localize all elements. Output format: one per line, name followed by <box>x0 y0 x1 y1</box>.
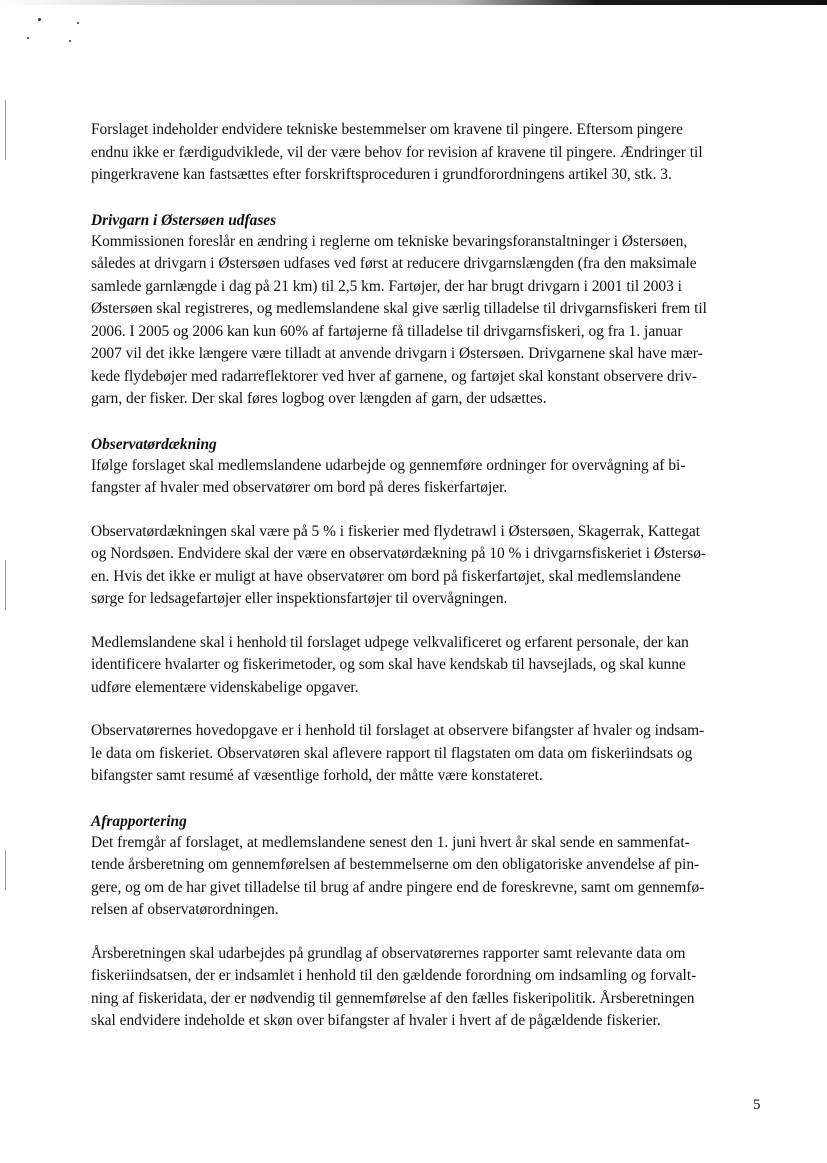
text-line: bifangster samt resumé af væsentlige forhold, der måtte være konstateret. <box>91 767 543 784</box>
text-line: 2007 vil det ikke længere være tilladt at anvende drivgarn i Østersøen. Drivgarnene skal have mær- <box>91 345 703 362</box>
observator-paragraph-4 <box>91 720 753 788</box>
text-line: fiskeriindsatsen, der er indsamlet i henhold til den gældende forordning om indsamling og forvalt- <box>91 967 697 984</box>
text-line: ning af fiskeridata, der er nødvendig til gennemførelse af den fælles fiskeripolitik. Årsberetningen <box>91 989 695 1007</box>
scan-speck <box>38 18 41 21</box>
text-line: Årsberetningen skal udarbejdes på grundlag af observatørernes rapporter samt relevante data om <box>91 944 686 962</box>
afrapportering-paragraph-2 <box>91 943 753 1033</box>
scan-speck <box>27 37 29 39</box>
section-heading-afrapportering: Afrapportering <box>91 812 187 830</box>
text-line: gere, og om de har givet tilladelse til brug af andre pingere end de foreskrevne, samt om gennemfø- <box>91 878 705 896</box>
page-number: 5 <box>753 1097 761 1113</box>
scan-margin-mark <box>5 850 6 890</box>
page-body <box>91 119 753 1033</box>
text-line: en. Hvis det ikke er muligt at have observatører om bord på fiskerfartøjet, skal medlemslandene <box>91 567 681 585</box>
text-line: samlede garnlængde i dag på 21 km) til 2,5 km. Fartøjer, der har brugt drivgarn i 2001 til 2003 i <box>91 277 682 295</box>
text-line: relsen af observatørordningen. <box>91 901 279 918</box>
text-line: kede flydebøjer med radarreflektorer ved hver af garnene, og fartøjet skal konstant observere driv- <box>91 367 697 385</box>
text-line: skal endvidere indeholde et skøn over bifangster af hvaler i hvert af de pågældende fiskerier. <box>91 1012 661 1029</box>
text-line: Østersøen skal registreres, og medlemslandene skal give særlig tilladelse til drivgarnsfiskeri frem til <box>91 300 707 317</box>
scan-margin-mark <box>5 100 6 160</box>
text-line: pingerkravene kan fastsættes efter forskriftsproceduren i grundforordningens artikel 30, stk. 3. <box>91 166 672 183</box>
text-line: endnu ikke er færdigudviklede, vil der være behov for revision af kravene til pingere. Ændringer til <box>91 143 703 161</box>
text-line: garn, der fisker. Der skal føres logbog over længden af garn, der udsættes. <box>91 390 547 407</box>
afrapportering-paragraph-1 <box>91 832 753 922</box>
observator-paragraph-1 <box>91 455 753 500</box>
scan-speck <box>69 40 71 42</box>
text-line: og Nordsøen. Endvidere skal der være en observatørdækning på 10 % i drivgarnsfiskeriet i Østersø- <box>91 545 707 562</box>
text-line: Forslaget indeholder endvidere tekniske bestemmelser om kravene til pingere. Eftersom pingere <box>91 121 683 138</box>
text-line: Kommissionen foreslår en ændring i reglerne om tekniske bevaringsforanstaltninger i Østersøen, <box>91 232 688 250</box>
text-line: Medlemslandene skal i henhold til forslaget udpege velkvalificeret og erfarent personale, der kan <box>91 633 689 651</box>
observator-paragraph-3 <box>91 632 753 700</box>
text-line: Observatørdækningen skal være på 5 % i fiskerier med flydetrawl i Østersøen, Skagerrak, Kattegat <box>91 522 701 540</box>
text-line: Observatørernes hovedopgave er i henhold til forslaget at observere bifangster af hvaler og indsam- <box>91 722 705 739</box>
scan-top-edge <box>0 0 827 5</box>
text-line: tende årsberetning om gennemførelsen af bestemmelserne om den obligatoriske anvendelse af pin- <box>91 856 700 873</box>
text-line: 2006. I 2005 og 2006 kan kun 60% af fartøjerne få tilladelse til drivgarnsfiskeri, og fra 1. januar <box>91 322 683 340</box>
text-line: udføre elementære videnskabelige opgaver. <box>91 678 359 696</box>
text-line: fangster af hvaler med observatører om bord på deres fiskerfartøjer. <box>91 479 508 496</box>
scan-speck <box>77 22 79 24</box>
observator-paragraph-2 <box>91 521 753 611</box>
text-line: sørge for ledsagefartøjer eller inspektionsfartøjer til overvågningen. <box>91 590 508 607</box>
text-line: identificere hvalarter og fiskerimetoder, og som skal have kendskab til havsejlads, og skal kunne <box>91 656 686 673</box>
text-line: således at drivgarn i Østersøen udfases ved først at reducere drivgarnslængden (fra den maksimale <box>91 255 697 272</box>
drivgarn-paragraph <box>91 231 753 411</box>
section-heading-drivgarn: Drivgarn i Østersøen udfases <box>91 211 277 229</box>
scan-margin-mark <box>5 560 6 610</box>
intro-paragraph <box>91 119 753 187</box>
text-line: le data om fiskeriet. Observatøren skal aflevere rapport til flagstaten om data om fiskeriindsats og <box>91 744 693 762</box>
section-heading-observator: Observatørdækning <box>91 435 217 453</box>
text-line: Ifølge forslaget skal medlemslandene udarbejde og gennemføre ordninger for overvågning af bi- <box>91 456 686 474</box>
text-line: Det fremgår af forslaget, at medlemslandene senest den 1. juni hvert år skal sende en sammenfat- <box>91 833 690 851</box>
